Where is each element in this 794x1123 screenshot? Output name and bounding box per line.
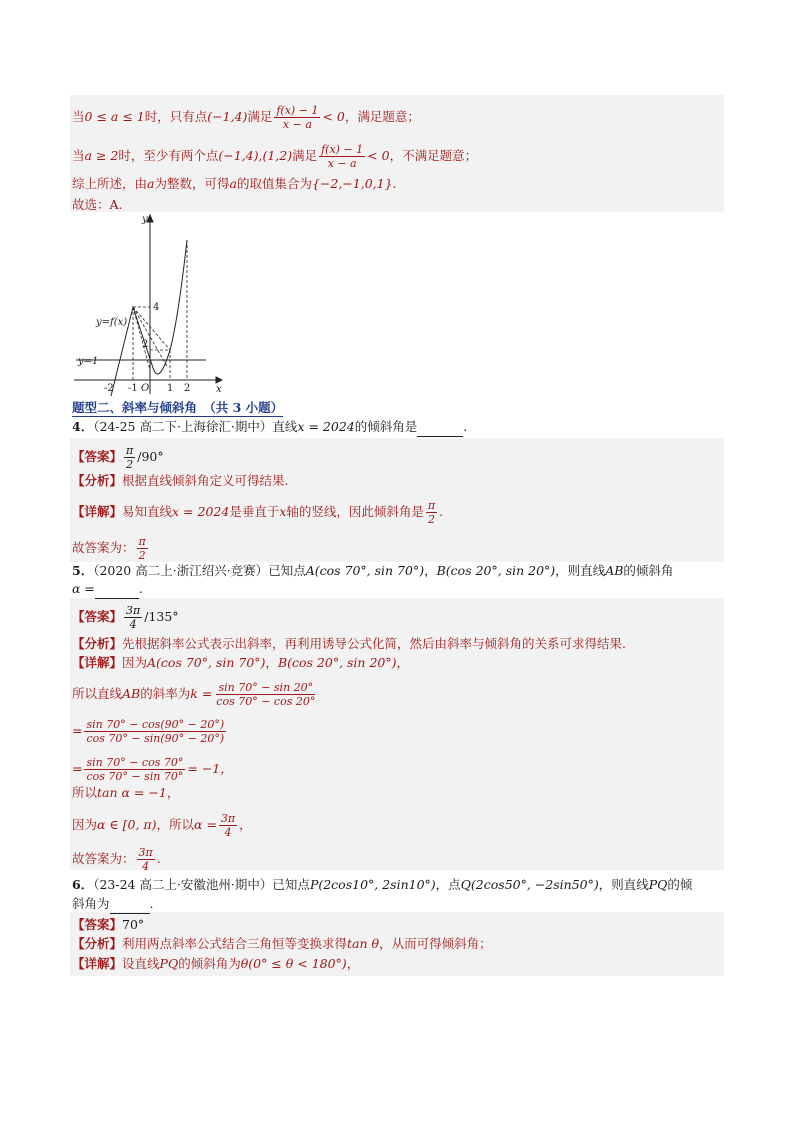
answer-tag: 【答案】 — [72, 609, 123, 624]
math: a — [229, 176, 237, 191]
math: AB — [605, 563, 624, 578]
tick-label: 2 — [184, 383, 191, 394]
text: 的取值集合为 — [236, 176, 312, 191]
question-number: 5． — [72, 563, 94, 578]
text: ，满足题意； — [344, 109, 420, 124]
fraction — [219, 812, 237, 839]
numerator: 3π — [138, 846, 153, 859]
question-4 — [72, 418, 467, 437]
q6-detail — [72, 955, 359, 973]
math: 0 ≤ a ≤ 1 — [84, 109, 145, 124]
q5-slope-line — [72, 681, 319, 708]
math: P(2cos10°, 2sin10°) — [309, 877, 436, 892]
q6-analysis — [72, 935, 492, 953]
question-5 — [72, 562, 673, 580]
numerator: sin 70° − cos 70° — [86, 756, 184, 769]
fraction — [274, 104, 320, 131]
denominator: x − a — [327, 157, 357, 170]
answer-tag: 【答案】 — [72, 449, 123, 464]
analysis-tag: 【分析】 — [72, 936, 123, 951]
function-label: y=f(x) — [96, 317, 128, 328]
denominator: 4 — [224, 826, 232, 839]
fraction — [124, 444, 135, 471]
q5-final — [72, 846, 161, 873]
fraction — [137, 846, 155, 873]
fraction — [426, 499, 437, 526]
text: 当 — [72, 109, 85, 124]
choice-line: 故选：A. — [72, 197, 123, 212]
math: (−1,4),(1,2) — [218, 148, 293, 163]
text: ，点 — [435, 877, 461, 892]
function-graph-figure — [70, 210, 230, 400]
fraction — [214, 681, 317, 708]
denominator: cos 70° − cos 20° — [216, 695, 316, 708]
text: 已知点 — [268, 563, 306, 578]
answer-blank — [417, 418, 463, 437]
y-axis-label: y — [142, 214, 148, 225]
text: ，从而可得倾斜角； — [379, 936, 492, 951]
text: 故答案为： — [72, 540, 135, 555]
numerator: 3π — [126, 604, 141, 617]
text: ， — [239, 817, 252, 832]
tick-label: 1 — [167, 383, 174, 394]
source: （2020 高二上·浙江绍兴·竞赛） — [93, 563, 269, 578]
tick-label: -2 — [104, 383, 114, 394]
math: (−1,4) — [207, 109, 248, 124]
denominator: cos 70° − sin(90° − 20°) — [86, 732, 225, 745]
numerator: π — [126, 444, 134, 457]
q5-tan-line — [72, 784, 179, 802]
fraction — [137, 535, 148, 562]
math: x — [279, 504, 287, 519]
q5-detail — [72, 654, 409, 672]
numerator: f(x) − 1 — [276, 104, 319, 117]
denominator: 4 — [142, 860, 150, 873]
q5-step-2 — [72, 718, 228, 745]
math: B(cos 20°, sin 20°) — [277, 655, 397, 670]
section-heading: 题型二、斜率与倾斜角 （共 3 小题） — [72, 400, 284, 415]
answer-blank — [110, 895, 150, 914]
text: ， — [396, 655, 410, 670]
denominator: 2 — [126, 458, 134, 471]
question-5-line2 — [72, 580, 143, 599]
math: B(cos 20°, sin 20°) — [436, 563, 556, 578]
case-line-2 — [72, 143, 477, 170]
text: ，则直线 — [598, 877, 649, 892]
math: α = — [194, 817, 217, 832]
text: 时，只有点 — [144, 109, 208, 124]
math: = — [72, 761, 83, 776]
denominator: 2 — [428, 513, 436, 526]
text: /90° — [137, 449, 164, 464]
analysis-tag: 【分析】 — [72, 473, 123, 488]
text: /135° — [144, 609, 179, 624]
math: a — [147, 176, 155, 191]
q5-answer — [72, 604, 179, 631]
text: . — [463, 419, 468, 434]
q5-range-line — [72, 812, 252, 839]
q4-analysis — [72, 472, 289, 490]
text: 根据直线倾斜角定义可得结果. — [122, 473, 289, 488]
tick-label: 4 — [153, 302, 160, 313]
text: . — [156, 851, 161, 866]
text: ， — [424, 563, 437, 578]
numerator: f(x) − 1 — [321, 143, 364, 156]
math: A(cos 70°, sin 70°) — [305, 563, 425, 578]
text: 时，至少有两个点 — [118, 148, 219, 163]
math: {−2,−1,0,1} — [311, 176, 393, 191]
text: 先根据斜率公式表示出斜率，再利用诱导公式化简，然后由斜率与倾斜角的关系可求得结果. — [122, 636, 626, 651]
q6-answer — [72, 916, 144, 934]
answer-tag: 【答案】 — [72, 917, 123, 932]
detail-tag: 【详解】 — [72, 956, 123, 971]
text: 满足 — [247, 109, 273, 124]
denominator: 4 — [129, 618, 137, 631]
summary-line — [72, 175, 397, 193]
tick-label: 2 — [142, 339, 149, 350]
numerator: sin 70° − sin 20° — [218, 681, 314, 694]
question-6-line2 — [72, 895, 154, 914]
question-6 — [72, 876, 692, 894]
text: 因为 — [72, 817, 98, 832]
question-number: 6． — [72, 877, 94, 892]
q4-detail — [72, 499, 443, 526]
text: 为整数，可得 — [154, 176, 230, 191]
numerator: π — [427, 499, 436, 512]
text: ， — [265, 655, 278, 670]
math: x = 2024 — [172, 504, 230, 519]
fraction — [319, 143, 365, 170]
denominator: x − a — [282, 118, 312, 131]
text: ，所以 — [156, 817, 195, 832]
text: 设直线 — [122, 956, 160, 971]
tick-label: -1 — [128, 383, 138, 394]
fraction — [84, 718, 226, 745]
math: Q(2cos50°, −2sin50°) — [460, 877, 599, 892]
text: 的斜率为 — [140, 686, 191, 701]
fraction — [124, 604, 142, 631]
text: 斜角为 — [72, 896, 110, 911]
text: 的倾斜角 — [623, 563, 674, 578]
text: 已知点 — [272, 877, 310, 892]
text: 利用两点斜率公式结合三角恒等变换求得 — [122, 936, 348, 951]
text: . — [392, 176, 397, 191]
text: . — [439, 504, 444, 519]
math: = −1， — [187, 761, 233, 776]
text: 的倾斜角是 — [354, 419, 418, 434]
text: 是垂直于 — [229, 504, 280, 519]
text: 的倾斜角为 — [178, 956, 241, 971]
fraction — [84, 756, 185, 783]
numerator: 3π — [220, 812, 236, 825]
answer-blank — [95, 580, 139, 599]
text: 轴的竖线，因此倾斜角是 — [286, 504, 424, 519]
denominator: 2 — [138, 549, 146, 562]
detail-tag: 【详解】 — [72, 504, 123, 519]
math: A(cos 70°, sin 70°) — [147, 655, 266, 670]
math: α ∈ [0, π) — [97, 817, 157, 832]
math: k = — [190, 686, 213, 701]
x-axis-label: x — [216, 384, 222, 395]
q4-final — [72, 535, 150, 562]
text: 直线 — [272, 419, 298, 434]
math: PQ — [159, 956, 179, 971]
q5-step-3 — [72, 756, 233, 783]
q5-analysis — [72, 635, 626, 653]
origin-label: O — [141, 383, 150, 394]
line-label: y=1 — [78, 356, 99, 367]
math: PQ — [648, 877, 668, 892]
denominator: cos 70° − sin 70° — [86, 770, 184, 783]
source: （24-25 高二下·上海徐汇·期中） — [93, 419, 273, 434]
text: ，不满足题意； — [389, 148, 478, 163]
text: 70° — [122, 917, 145, 932]
text: 易知直线 — [122, 504, 173, 519]
detail-tag: 【详解】 — [72, 655, 123, 670]
text: 所以直线 — [72, 686, 123, 701]
text: ， — [166, 785, 180, 800]
math: < 0 — [367, 148, 390, 163]
text: 综上所述，由 — [72, 176, 148, 191]
text: . — [138, 581, 143, 596]
math: = — [72, 723, 83, 738]
math: tan θ — [347, 936, 380, 951]
text: 当 — [72, 148, 85, 163]
text: ，则直线 — [555, 563, 606, 578]
math: a ≥ 2 — [84, 148, 119, 163]
source: （23-24 高二上·安徽池州·期中） — [93, 877, 273, 892]
math: AB — [122, 686, 141, 701]
text: . — [149, 896, 154, 911]
text: 的倾 — [667, 877, 693, 892]
math: α = — [72, 581, 95, 596]
text: 满足 — [292, 148, 318, 163]
math: < 0 — [322, 109, 345, 124]
math: x = 2024 — [297, 419, 355, 434]
numerator: π — [138, 535, 146, 548]
numerator: sin 70° − cos(90° − 20°) — [86, 718, 225, 731]
text: ， — [346, 956, 360, 971]
analysis-tag: 【分析】 — [72, 636, 123, 651]
math: tan α = −1 — [97, 785, 167, 800]
question-number: 4． — [72, 419, 94, 434]
case-line-1 — [72, 104, 420, 131]
text: 故答案为： — [72, 851, 135, 866]
text: 所以 — [72, 785, 98, 800]
text: 因为 — [122, 655, 148, 670]
q4-answer — [72, 444, 164, 471]
math: θ(0° ≤ θ < 180°) — [240, 956, 347, 971]
